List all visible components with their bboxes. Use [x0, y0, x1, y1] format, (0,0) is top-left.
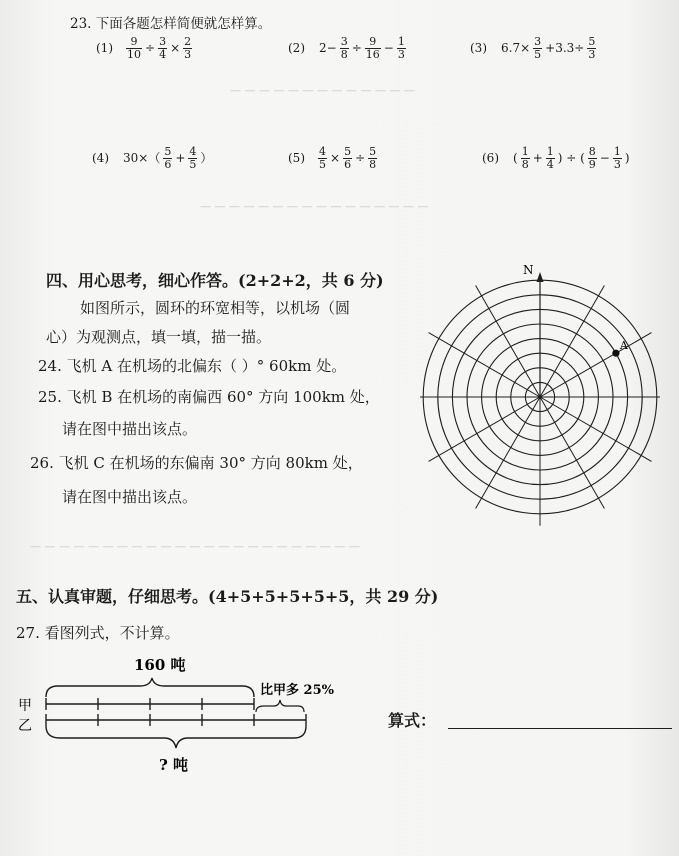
- unknown-label: ? 吨: [159, 756, 189, 774]
- compass-spoke: [540, 397, 604, 509]
- formula-answer-line[interactable]: [448, 728, 672, 729]
- formula-label: 算式：: [388, 711, 437, 730]
- extra-percent-label: 比甲多 25%: [260, 683, 334, 698]
- plane-a-point[interactable]: [612, 350, 619, 357]
- operator: −: [599, 151, 610, 165]
- extra-brace: [256, 700, 304, 712]
- operator: 2−: [319, 41, 337, 55]
- fraction: $\frac{9}{16}$: [365, 35, 380, 61]
- fraction: $\frac{1}{3}$: [397, 35, 405, 61]
- bleed-through-text: — — — — — — — — — — — — — — — — — — — — — — —: [30, 540, 360, 553]
- north-arrow-icon: [537, 272, 544, 282]
- operator: ×: [170, 41, 181, 55]
- section4-intro-line1: 如图所示，圆环的环宽相等，以机场（圆: [80, 299, 351, 317]
- q23-item: [288, 146, 378, 171]
- fraction: $\frac{5}{8}$: [369, 145, 377, 171]
- section5-heading: 五、认真审题，仔细思考。(4+5+5+5+5+5，共 29 分): [16, 587, 439, 606]
- compass-spoke: [476, 286, 540, 398]
- q26-text-line2: 请在图中描出该点。: [62, 488, 198, 506]
- compass-spoke: [429, 333, 541, 397]
- q23-item-number: (3): [470, 41, 487, 55]
- row-label-jia: 甲: [18, 698, 32, 714]
- fraction: $\frac{4}{5}$: [189, 145, 197, 171]
- fraction: $\frac{1}{3}$: [613, 145, 621, 171]
- segment-diagram: [14, 650, 374, 780]
- operator: ) ÷ (: [557, 151, 585, 165]
- section4-intro-line2: 心）为观测点，填一填，描一描。: [46, 328, 272, 346]
- top-brace: [46, 678, 254, 697]
- q23-title: 23. 下面各题怎样简便就怎样算。: [70, 16, 272, 32]
- q25-text-line2: 请在图中描出该点。: [62, 420, 198, 438]
- fraction: $\frac{9}{10}$: [127, 35, 141, 61]
- bleed-through-text: — — — — — — — — — — — — — — — —: [200, 200, 429, 213]
- q23-item-number: (5): [288, 151, 305, 165]
- operator: (: [513, 151, 518, 165]
- q23-item: [482, 146, 632, 171]
- q23-item: [96, 36, 193, 61]
- q24-text: 24. 飞机 A 在机场的北偏东（ ）° 60km 处。: [38, 357, 347, 375]
- q25-text-line1: 25. 飞机 B 在机场的南偏西 60° 方向 100km 处，: [38, 388, 380, 406]
- compass-spoke: [540, 397, 652, 461]
- fraction: $\frac{3}{5}$: [534, 35, 542, 61]
- fraction: $\frac{1}{4}$: [546, 145, 554, 171]
- operator: 6.7×: [501, 41, 531, 55]
- airport-compass-diagram[interactable]: [420, 262, 660, 532]
- fraction: $\frac{5}{6}$: [164, 145, 172, 171]
- compass-spoke: [429, 397, 541, 461]
- row-label-yi: 乙: [18, 718, 32, 734]
- operator: ÷: [355, 151, 366, 165]
- fraction: $\frac{3}{8}$: [340, 35, 348, 61]
- fraction: $\frac{1}{8}$: [521, 145, 529, 171]
- q23-item-number: (6): [482, 151, 499, 165]
- q23-item: [92, 146, 214, 171]
- q23-item-number: (4): [92, 151, 109, 165]
- q23-item: [288, 36, 407, 61]
- q27-text: 27. 看图列式，不计算。: [16, 624, 180, 642]
- fraction: $\frac{4}{5}$: [319, 145, 326, 171]
- section4-heading: 四、用心思考，细心作答。(2+2+2，共 6 分): [46, 271, 384, 290]
- fraction: $\frac{2}{3}$: [184, 35, 192, 61]
- fraction: $\frac{5}{3}$: [588, 35, 596, 61]
- operator: +3.3÷: [545, 41, 585, 55]
- compass-spoke: [540, 333, 652, 397]
- operator: +: [175, 151, 186, 165]
- bottom-brace: [46, 726, 306, 748]
- q23-item-number: (1): [96, 41, 113, 55]
- operator: 30×（: [123, 151, 161, 165]
- operator: ÷: [145, 41, 156, 55]
- fraction: $\frac{8}{9}$: [588, 145, 596, 171]
- north-label: N: [523, 263, 534, 277]
- q23-item-number: (2): [288, 41, 305, 55]
- fraction: $\frac{5}{6}$: [344, 145, 352, 171]
- fraction: $\frac{3}{4}$: [159, 35, 167, 61]
- operator: +: [532, 151, 543, 165]
- compass-spoke: [476, 397, 540, 509]
- operator: ×: [330, 151, 341, 165]
- compass-spoke: [540, 286, 604, 398]
- total-label: 160 吨: [134, 656, 186, 674]
- bleed-through-text: — — — — — — — — — — — — —: [230, 84, 415, 97]
- operator: ): [624, 151, 630, 165]
- operator: −: [383, 41, 394, 55]
- q23-item: [470, 36, 597, 61]
- operator: ）: [200, 151, 213, 165]
- plane-a-label: A: [619, 339, 628, 353]
- q26-text-line1: 26. 飞机 C 在机场的东偏南 30° 方向 80km 处，: [30, 454, 363, 472]
- operator: ÷: [351, 41, 362, 55]
